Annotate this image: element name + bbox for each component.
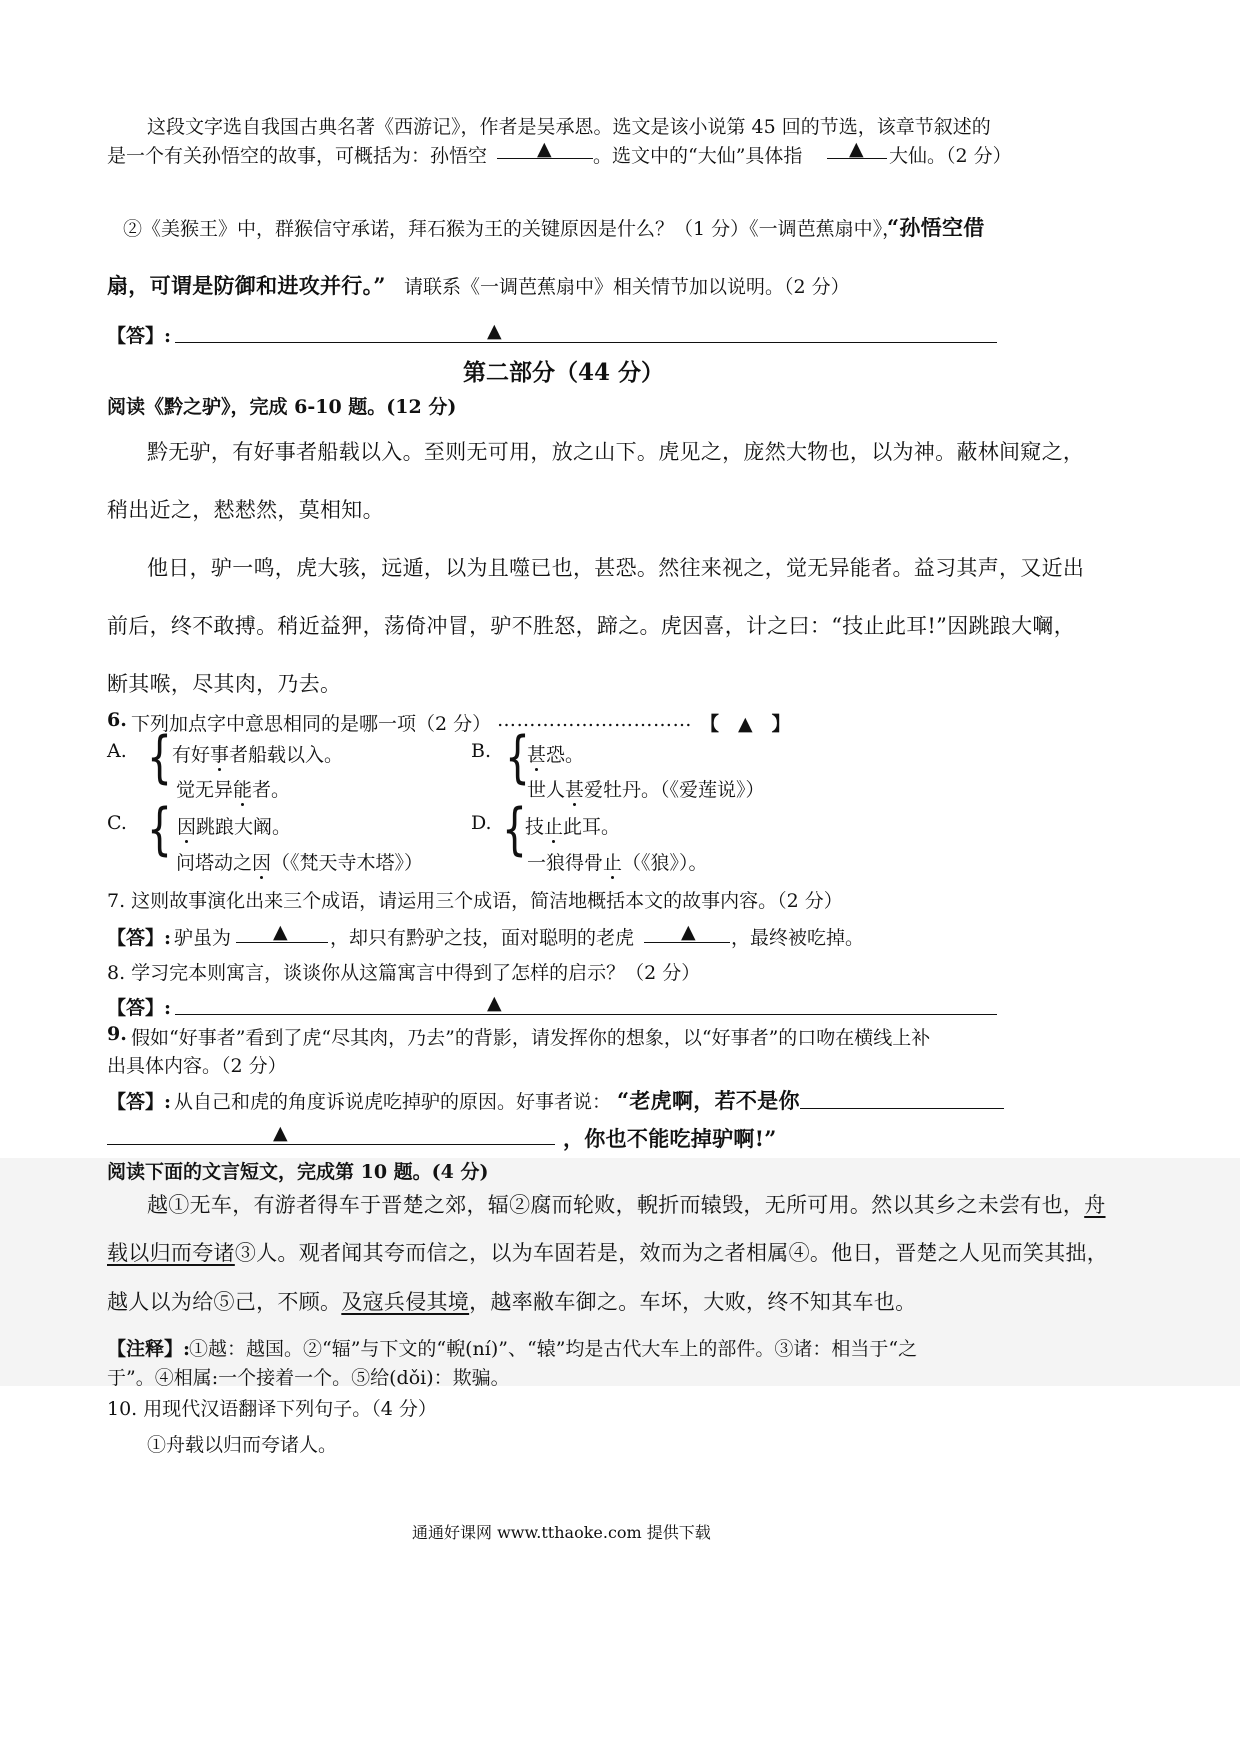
option-a-label: A. [107,740,127,762]
triangle-marker: ▲ [487,992,502,1014]
q9-answer-b: “老虎啊，若不是你 [617,1088,800,1113]
q6-number: 6. [107,709,127,731]
answer-blank[interactable] [175,1013,997,1015]
option-b-line-1: 甚恐。 [527,744,585,766]
page-footer: 通通好课网 www.tthaoke.com 提供下载 [412,1523,711,1542]
notes-line-1: ①越：越国。②“辐”与下文的“輗(ní)”、“辕”均是古代大车上的部件。③诸：相当于“之 [189,1338,918,1360]
triangle-marker: ▲ [487,320,502,342]
answer-label: 【答】: [107,927,172,949]
option-a-line-1: 有好事者船载以入。 [172,744,344,766]
q-sub2-line-2b: 请联系《一调芭蕉扇中》相关情节加以说明。（2 分） [404,276,850,298]
answer-blank[interactable] [175,341,997,343]
triangle-marker: ▲ [273,1122,288,1144]
brace-icon: { [147,725,172,790]
option-b-label: B. [471,740,492,762]
passage1-p2-line2: 前后，终不敢搏。稍近益狎，荡倚冲冒，驴不胜怒，蹄之。虎因喜，计之曰：“技止此耳!”因跳踉大㘎， [107,614,1076,638]
option-d-label: D. [471,812,492,834]
triangle-marker: ▲ [273,921,288,943]
q9-number: 9. [107,1023,127,1045]
intro-line-2a: 是一个有关孙悟空的故事，可概括为：孙悟空 [107,145,488,167]
q7-answer-a: 驴虽为 [174,927,232,949]
reading-instruction-1: 阅读《黔之驴》，完成 6-10 题。(12 分) [107,396,457,418]
passage1-p2-line1: 他日，驴一鸣，虎大骇，远遁，以为且噬已也，甚恐。然往来视之，觉无异能者。益习其声，又近出 [147,556,1085,580]
option-d-line-2: 一狼得骨止（《狼》）。 [527,852,708,874]
q7-answer-c: ，最终被吃掉。 [731,927,865,949]
q-sub2-line-1b: “孙悟空借 [887,215,985,240]
option-b-line-2: 世人甚爱牡丹。（《爱莲说》） [527,779,765,801]
passage1-p1-line1: 黔无驴，有好事者船载以入。至则无可用，放之山下。虎见之，庞然大物也，以为神。蔽林间窥之， [147,440,1085,464]
answer-label: 【答】: [107,997,172,1019]
q8-stem: 8. 学习完本则寓言，谈谈你从这篇寓言中得到了怎样的启示？（2 分） [107,962,701,984]
passage2-line-3: 越人以为给⑤己，不顾。及寇兵侵其境，越率敝车御之。车坏，大败，终不知其车也。 [107,1290,917,1314]
q7-answer-b: ，却只有黔驴之技，面对聪明的老虎 [330,927,635,949]
triangle-marker: ▲ [537,138,552,160]
notes-line-2: 于”。④相属:一个接着一个。⑤给(dǒi)：欺骗。 [107,1367,510,1389]
option-d-line-1: 技止此耳。 [525,816,621,838]
q7-stem: 7. 这则故事演化出来三个成语，请运用三个成语，简洁地概括本文的故事内容。（2 分） [107,890,843,912]
passage1-p1-line2: 稍出近之，慭慭然，莫相知。 [107,498,384,522]
q6-answer-bracket[interactable]: 【 ▲ 】 [700,713,791,735]
passage1-p2-line3: 断其喉，尽其肉，乃去。 [107,672,342,696]
q9-answer-c: ，你也不能吃掉驴啊!” [563,1126,777,1151]
option-a-line-2: 觉无异能者。 [176,779,291,801]
reading-instruction-2: 阅读下面的文言短文，完成第 10 题。(4 分) [107,1161,489,1183]
q6-dots: ………………………… [497,709,692,731]
q9-answer-a: 从自己和虎的角度诉说虎吃掉驴的原因。好事者说： [174,1091,612,1113]
notes-label: 【注释】: [107,1338,191,1360]
brace-icon: { [505,725,530,790]
option-c-label: C. [107,812,127,834]
q-sub2-line-1a: ②《美猴王》中，群猴信守承诺，拜石猴为王的关键原因是什么？（1 分）《一调芭蕉扇中》， [123,218,902,240]
q10-sentence-1: ①舟载以归而夸诸人。 [147,1434,338,1456]
answer-blank[interactable] [800,1107,1004,1109]
q6-stem: 下列加点字中意思相同的是哪一项（2 分） [131,713,492,735]
q9-stem-line-2: 出具体内容。（2 分） [107,1055,287,1077]
triangle-marker: ▲ [849,138,864,160]
triangle-marker: ▲ [681,921,696,943]
answer-blank[interactable] [107,1143,555,1145]
brace-icon: { [502,797,527,862]
brace-icon: { [147,797,172,862]
option-c-line-1: 因跳踉大阚。 [177,816,292,838]
answer-label: 【答】: [107,1091,172,1113]
option-c-line-2: 问塔动之因（《梵天寺木塔》） [176,852,424,874]
intro-line-2c: 大仙。（2 分） [889,145,1012,167]
passage2-line-2: 载以归而夸诸③人。观者闻其夸而信之，以为车固若是，效而为之者相属④。他日，晋楚之人见而笑其拙， [107,1241,1109,1265]
passage2-line-1: 越①无车，有游者得车于晋楚之郊，辐②腐而轮败，輗折而辕毁，无所可用。然以其乡之未尝有也，舟 [147,1193,1106,1217]
intro-line-2b: 。选文中的“大仙”具体指 [593,145,803,167]
q9-stem-line-1: 假如“好事者”看到了虎“尽其肉，乃去”的背影，请发挥你的想象，以“好事者”的口吻在横线上补 [131,1027,931,1049]
intro-line-1: 这段文字选自我国古典名著《西游记》，作者是吴承恩。选文是该小说第 45 回的节选，该章节叙述的 [147,116,991,138]
answer-label: 【答】: [107,325,172,347]
part-two-title: 第二部分（44 分） [463,359,665,386]
q-sub2-line-2a: 扇，可谓是防御和进攻并行。” [107,273,386,298]
q10-stem: 10. 用现代汉语翻译下列句子。（4 分） [107,1398,437,1420]
